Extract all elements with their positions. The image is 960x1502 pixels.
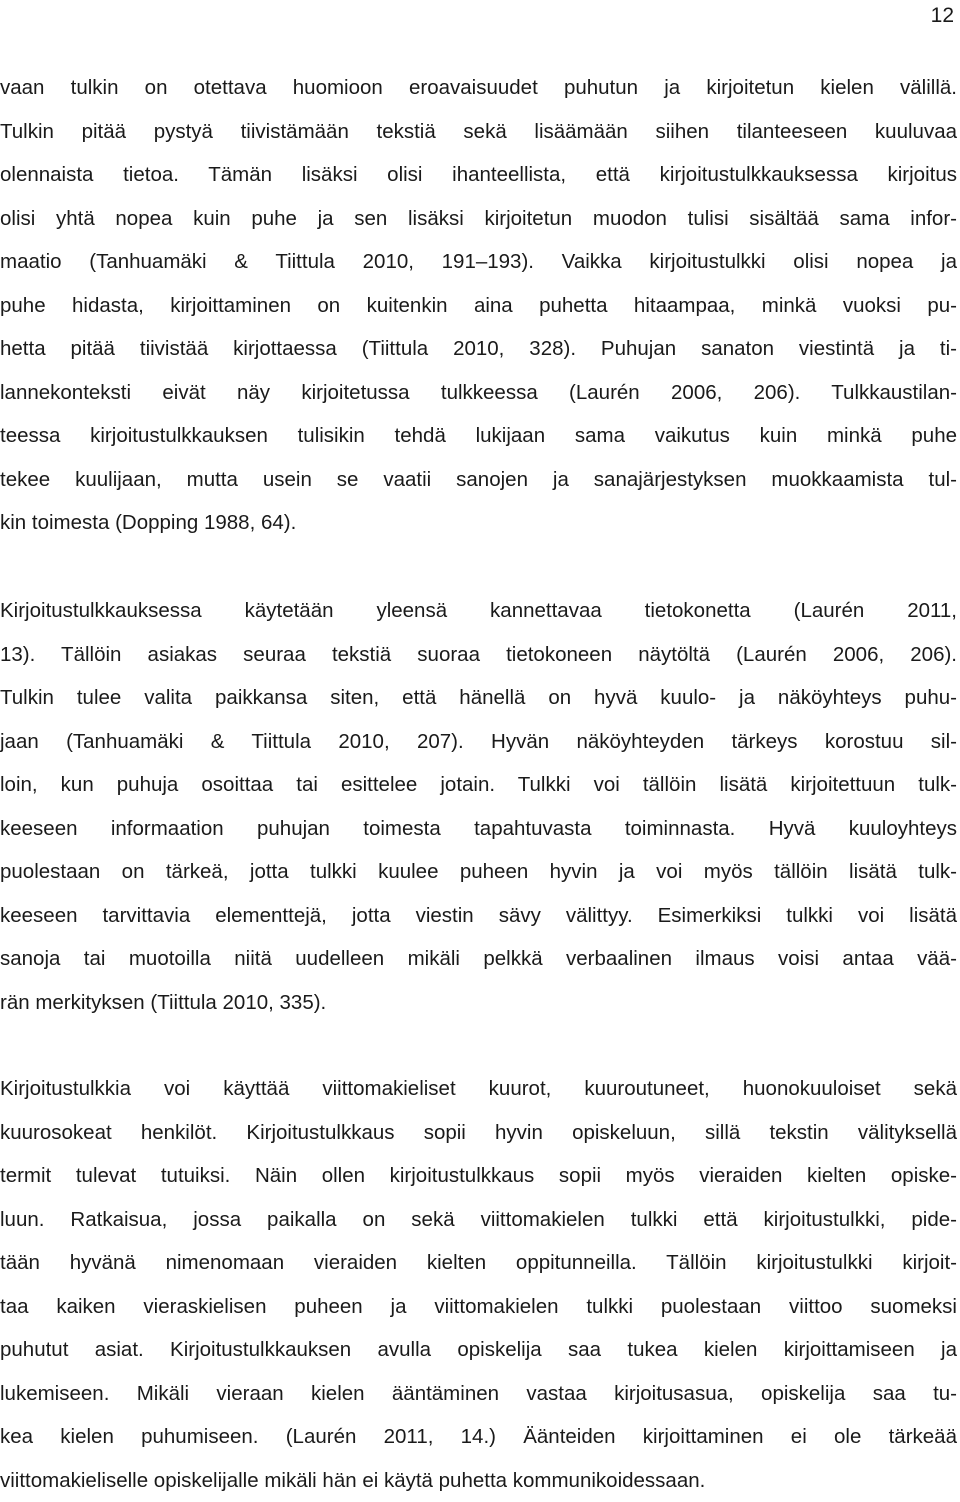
text-line: Tulkin tulee valita paikkansa siten, että hänellä on hyvä kuulo- ja näköyhteys puhu- bbox=[0, 676, 957, 720]
text-line: puhe hidasta, kirjoittaminen on kuitenkin aina puhetta hitaampaa, minkä vuoksi pu- bbox=[0, 284, 957, 328]
text-line: sanoja tai muotoilla niitä uudelleen mikäli pelkkä verbaalinen ilmaus voisi antaa vää- bbox=[0, 937, 957, 981]
text-line: taa kaiken vieraskielisen puheen ja viittomakielen tulkki puolestaan viittoo suomeksi bbox=[0, 1285, 957, 1329]
text-line: teessa kirjoitustulkkauksen tulisikin tehdä lukijaan sama vaikutus kuin minkä puhe bbox=[0, 414, 957, 458]
text-line: tään hyvänä nimenomaan vieraiden kielten oppitunneilla. Tällöin kirjoitustulkki kirjoit- bbox=[0, 1241, 957, 1285]
text-line: olennaista tietoa. Tämän lisäksi olisi ihanteellista, että kirjoitustulkkauksessa kirjoitus bbox=[0, 153, 957, 197]
page-number: 12 bbox=[931, 4, 954, 28]
text-line: Tulkin pitää pystyä tiivistämään tekstiä sekä lisäämään siihen tilanteeseen kuuluvaa bbox=[0, 110, 957, 154]
paragraph-2 bbox=[0, 589, 957, 1024]
paragraph-3 bbox=[0, 1067, 957, 1502]
text-line: loin, kun puhuja osoittaa tai esittelee jotain. Tulkki voi tällöin lisätä kirjoitettuun tulk- bbox=[0, 763, 957, 807]
text-line: olisi yhtä nopea kuin puhe ja sen lisäksi kirjoitetun muodon tulisi sisältää sama infor- bbox=[0, 197, 957, 241]
paragraph-1 bbox=[0, 66, 957, 545]
text-line: rän merkityksen (Tiittula 2010, 335). bbox=[0, 981, 957, 1025]
text-line: vaan tulkin on otettava huomioon eroavaisuudet puhutun ja kirjoitetun kielen välillä. bbox=[0, 66, 957, 110]
text-line: puhutut asiat. Kirjoitustulkkauksen avulla opiskelija saa tukea kielen kirjoittamiseen ja bbox=[0, 1328, 957, 1372]
text-line: puolestaan on tärkeä, jotta tulkki kuulee puheen hyvin ja voi myös tällöin lisätä tulk- bbox=[0, 850, 957, 894]
text-line: keeseen informaation puhujan toimesta tapahtuvasta toiminnasta. Hyvä kuuloyhteys bbox=[0, 807, 957, 851]
text-line: kea kielen puhumiseen. (Laurén 2011, 14.) Äänteiden kirjoittaminen ei ole tärkeää bbox=[0, 1415, 957, 1459]
text-line: hetta pitää tiivistää kirjottaessa (Tiittula 2010, 328). Puhujan sanaton viestintä ja ti- bbox=[0, 327, 957, 371]
text-line: Kirjoitustulkkauksessa käytetään yleensä kannettavaa tietokonetta (Laurén 2011, bbox=[0, 589, 957, 633]
text-line: kuurosokeat henkilöt. Kirjoitustulkkaus sopii hyvin opiskeluun, sillä tekstin välityksellä bbox=[0, 1111, 957, 1155]
text-line: lukemiseen. Mikäli vieraan kielen ääntäminen vastaa kirjoitusasua, opiskelija saa tu- bbox=[0, 1372, 957, 1416]
text-line: termit tulevat tutuiksi. Näin ollen kirjoitustulkkaus sopii myös vieraiden kielten opiske- bbox=[0, 1154, 957, 1198]
text-line: keeseen tarvittavia elementtejä, jotta viestin sävy välittyy. Esimerkiksi tulkki voi lisätä bbox=[0, 894, 957, 938]
text-line: luun. Ratkaisua, jossa paikalla on sekä viittomakielen tulkki että kirjoitustulkki, pide- bbox=[0, 1198, 957, 1242]
text-line: jaan (Tanhuamäki & Tiittula 2010, 207). Hyvän näköyhteyden tärkeys korostuu sil- bbox=[0, 720, 957, 764]
text-line: tekee kuulijaan, mutta usein se vaatii sanojen ja sanajärjestyksen muokkaamista tul- bbox=[0, 458, 957, 502]
text-line: kin toimesta (Dopping 1988, 64). bbox=[0, 501, 957, 545]
text-line: Kirjoitustulkkia voi käyttää viittomakieliset kuurot, kuuroutuneet, huonokuuloiset sekä bbox=[0, 1067, 957, 1111]
text-line: lannekonteksti eivät näy kirjoitetussa tulkkeessa (Laurén 2006, 206). Tulkkaustilan- bbox=[0, 371, 957, 415]
text-line: 13). Tällöin asiakas seuraa tekstiä suoraa tietokoneen näytöltä (Laurén 2006, 206). bbox=[0, 633, 957, 677]
text-line: viittomakieliselle opiskelijalle mikäli hän ei käytä puhetta kommunikoidessaan. bbox=[0, 1459, 957, 1502]
text-line: maatio (Tanhuamäki & Tiittula 2010, 191–193). Vaikka kirjoitustulkki olisi nopea ja bbox=[0, 240, 957, 284]
